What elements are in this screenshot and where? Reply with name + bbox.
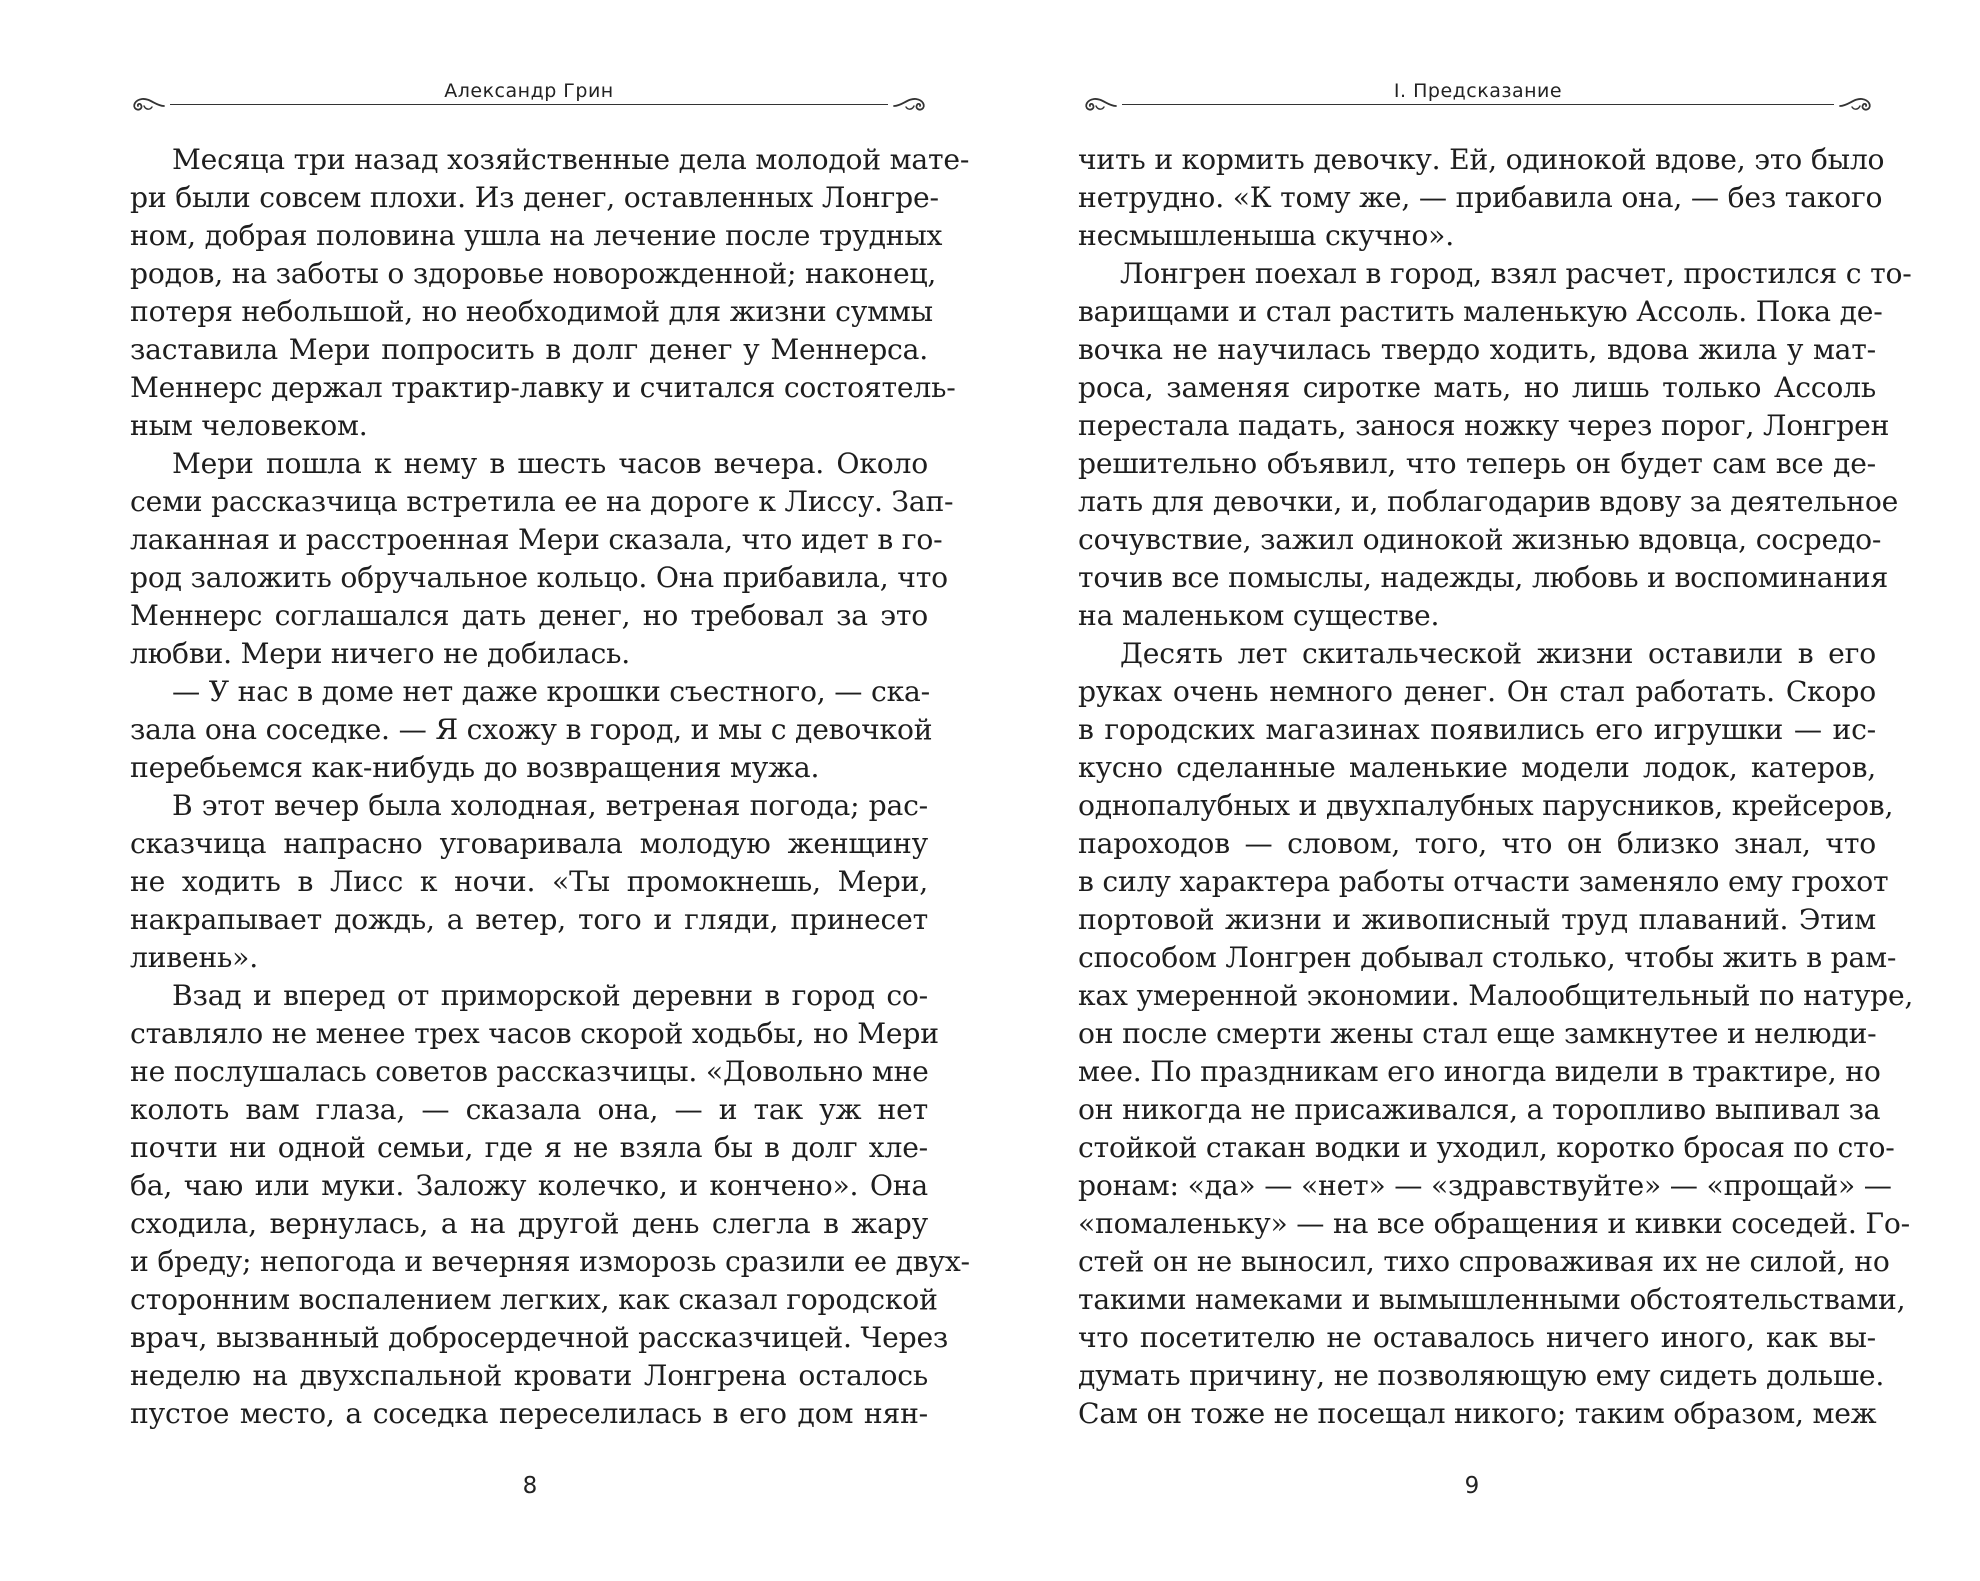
text-line: руках очень немного денег. Он стал работать. Скоро: [1078, 675, 1876, 708]
text-line: Десять лет скитальческой жизни оставили в его: [1120, 637, 1876, 670]
text-line: Меннерс держал трактир-лавку и считался состоятель-: [130, 371, 956, 404]
text-line: Месяца три назад хозяйственные дела молодой мате-: [172, 143, 970, 176]
text-line: решительно объявил, что теперь он будет сам все де-: [1078, 447, 1876, 480]
text-line: колоть вам глаза, — сказала она, — и так уж нет: [130, 1093, 928, 1126]
text-line: пустое место, а соседка переселилась в его дом нян-: [130, 1397, 928, 1430]
text-line: такими намеками и вымышленными обстоятельствами,: [1078, 1283, 1906, 1316]
text-line: Мери пошла к нему в шесть часов вечера. Около: [172, 447, 928, 480]
text-line: заставила Мери попросить в долг денег у Меннерса.: [130, 333, 928, 366]
text-line: ном, добрая половина ушла на лечение после трудных: [130, 219, 943, 252]
page-number: 9: [1464, 1473, 1480, 1499]
text-line: в силу характера работы отчасти заменяло ему грохот: [1078, 865, 1889, 898]
text-line: варищами и стал растить маленькую Ассоль. Пока де-: [1078, 295, 1883, 328]
text-line: он никогда не присаживался, а торопливо выпивал за: [1078, 1093, 1881, 1126]
text-line: Сам он тоже не посещал никого; таким образом, меж: [1078, 1397, 1877, 1430]
text-line: он после смерти жены стал еще замкнутее и нелюди-: [1078, 1017, 1877, 1050]
text-line: родов, на заботы о здоровье новорожденной; наконец,: [130, 257, 937, 290]
running-head-rule: [1122, 104, 1834, 105]
text-line: Лонгрен поехал в город, взял расчет, простился с то-: [1120, 257, 1912, 290]
text-line: несмышленыша скучно».: [1078, 219, 1454, 252]
text-line: «помаленьку» — на все обращения и кивки соседей. Го-: [1078, 1207, 1910, 1240]
text-line: мее. По праздникам его иногда видели в трактире, но: [1078, 1055, 1881, 1088]
text-line: пароходов — словом, того, что он близко знал, что: [1078, 827, 1876, 860]
text-line: роса, заменяя сиротке мать, но лишь только Ассоль: [1078, 371, 1876, 404]
running-head: [1080, 78, 1876, 118]
text-line: стойкой стакан водки и уходил, коротко бросая по сто-: [1078, 1131, 1895, 1164]
text-line: накрапывает дождь, а ветер, того и гляди, принесет: [130, 903, 928, 936]
text-line: на маленьком существе.: [1078, 599, 1440, 632]
page-text: [1078, 141, 1914, 1433]
text-line: ках умеренной экономии. Малообщительный по натуре,: [1078, 979, 1914, 1012]
text-line: не послушалась советов рассказчицы. «Довольно мне: [130, 1055, 929, 1088]
right-page: [990, 0, 1980, 1581]
text-line: семи рассказчица встретила ее на дороге к Лиссу. Зап-: [130, 485, 954, 518]
text-line: ставляло не менее трех часов скорой ходьбы, но Мери: [130, 1017, 939, 1050]
text-line: и бреду; непогода и вечерняя изморозь сразили ее двух-: [130, 1245, 970, 1278]
text-line: род заложить обручальное кольцо. Она прибавила, что: [130, 561, 948, 594]
page-number: 8: [522, 1473, 538, 1499]
text-line: однопалубных и двухпалубных парусников, крейсеров,: [1078, 789, 1894, 822]
text-line: нетрудно. «К тому же, — прибавила она, — без такого: [1078, 181, 1883, 214]
text-line: Меннерс соглашался дать денег, но требовал за это: [130, 599, 928, 632]
text-line: почти ни одной семьи, где я не взяла бы в долг хле-: [130, 1131, 928, 1164]
running-head-title: Александр Грин: [444, 80, 614, 102]
text-line: неделю на двухспальной кровати Лонгрена осталось: [130, 1359, 928, 1392]
text-line: стей он не выносил, тихо спроваживая их не силой, но: [1078, 1245, 1890, 1278]
text-line: думать причину, не позволяющую ему сидеть дольше.: [1078, 1359, 1885, 1392]
running-head-title: I. Предсказание: [1393, 80, 1563, 102]
text-line: лаканная и расстроенная Мери сказала, что идет в го-: [130, 523, 943, 556]
ornament-flourish-icon: [892, 94, 930, 114]
text-line: ронам: «да» — «нет» — «здравствуйте» — «прощай» —: [1078, 1169, 1892, 1202]
text-line: сторонним воспалением легких, как сказал городской: [130, 1283, 938, 1316]
text-line: сказчица напрасно уговаривала молодую женщину: [130, 827, 928, 860]
text-line: ри были совсем плохи. Из денег, оставленных Лонгре-: [130, 181, 939, 214]
text-line: способом Лонгрен добывал столько, чтобы жить в рам-: [1078, 941, 1897, 974]
text-line: перебьемся как-нибудь до возвращения мужа.: [130, 751, 820, 784]
text-line: лать для девочки, и, поблагодарив вдову за деятельное: [1078, 485, 1899, 518]
text-line: потеря небольшой, но необходимой для жизни суммы: [130, 295, 933, 328]
text-line: в городских магазинах появились его игрушки — ис-: [1078, 713, 1876, 746]
running-head: [128, 78, 930, 118]
ornament-flourish-icon: [1838, 94, 1876, 114]
page-text: [130, 141, 970, 1433]
text-line: — У нас в доме нет даже крошки съестного, — ска-: [172, 675, 930, 708]
text-line: ным человеком.: [130, 409, 368, 442]
text-line: зала она соседке. — Я схожу в город, и мы с девочкой: [130, 713, 933, 746]
text-line: любви. Мери ничего не добилась.: [130, 637, 631, 670]
text-line: Взад и вперед от приморской деревни в город со-: [172, 979, 928, 1012]
text-line: сочувствие, зажил одинокой жизнью вдовца, сосредо-: [1078, 523, 1882, 556]
text-line: что посетителю не оставалось ничего иного, как вы-: [1078, 1321, 1876, 1354]
text-line: ба, чаю или муки. Заложу колечко, и кончено». Она: [130, 1169, 928, 1202]
text-line: чить и кормить девочку. Ей, одинокой вдове, это было: [1078, 143, 1885, 176]
text-line: сходила, вернулась, а на другой день слегла в жару: [130, 1207, 928, 1240]
text-line: врач, вызванный добросердечной рассказчицей. Через: [130, 1321, 949, 1354]
text-line: портовой жизни и живописный труд плаваний. Этим: [1078, 903, 1876, 936]
text-line: В этот вечер была холодная, ветреная погода; рас-: [172, 789, 928, 822]
text-line: не ходить в Лисс к ночи. «Ты промокнешь, Мери,: [130, 865, 928, 898]
text-line: точив все помыслы, надежды, любовь и воспоминания: [1078, 561, 1889, 594]
text-line: вочка не научилась твердо ходить, вдова жила у мат-: [1078, 333, 1876, 366]
running-head-rule: [170, 104, 888, 105]
text-line: кусно сделанные маленькие модели лодок, катеров,: [1078, 751, 1876, 784]
text-line: перестала падать, занося ножку через порог, Лонгрен: [1078, 409, 1890, 442]
text-line: ливень».: [130, 941, 258, 974]
